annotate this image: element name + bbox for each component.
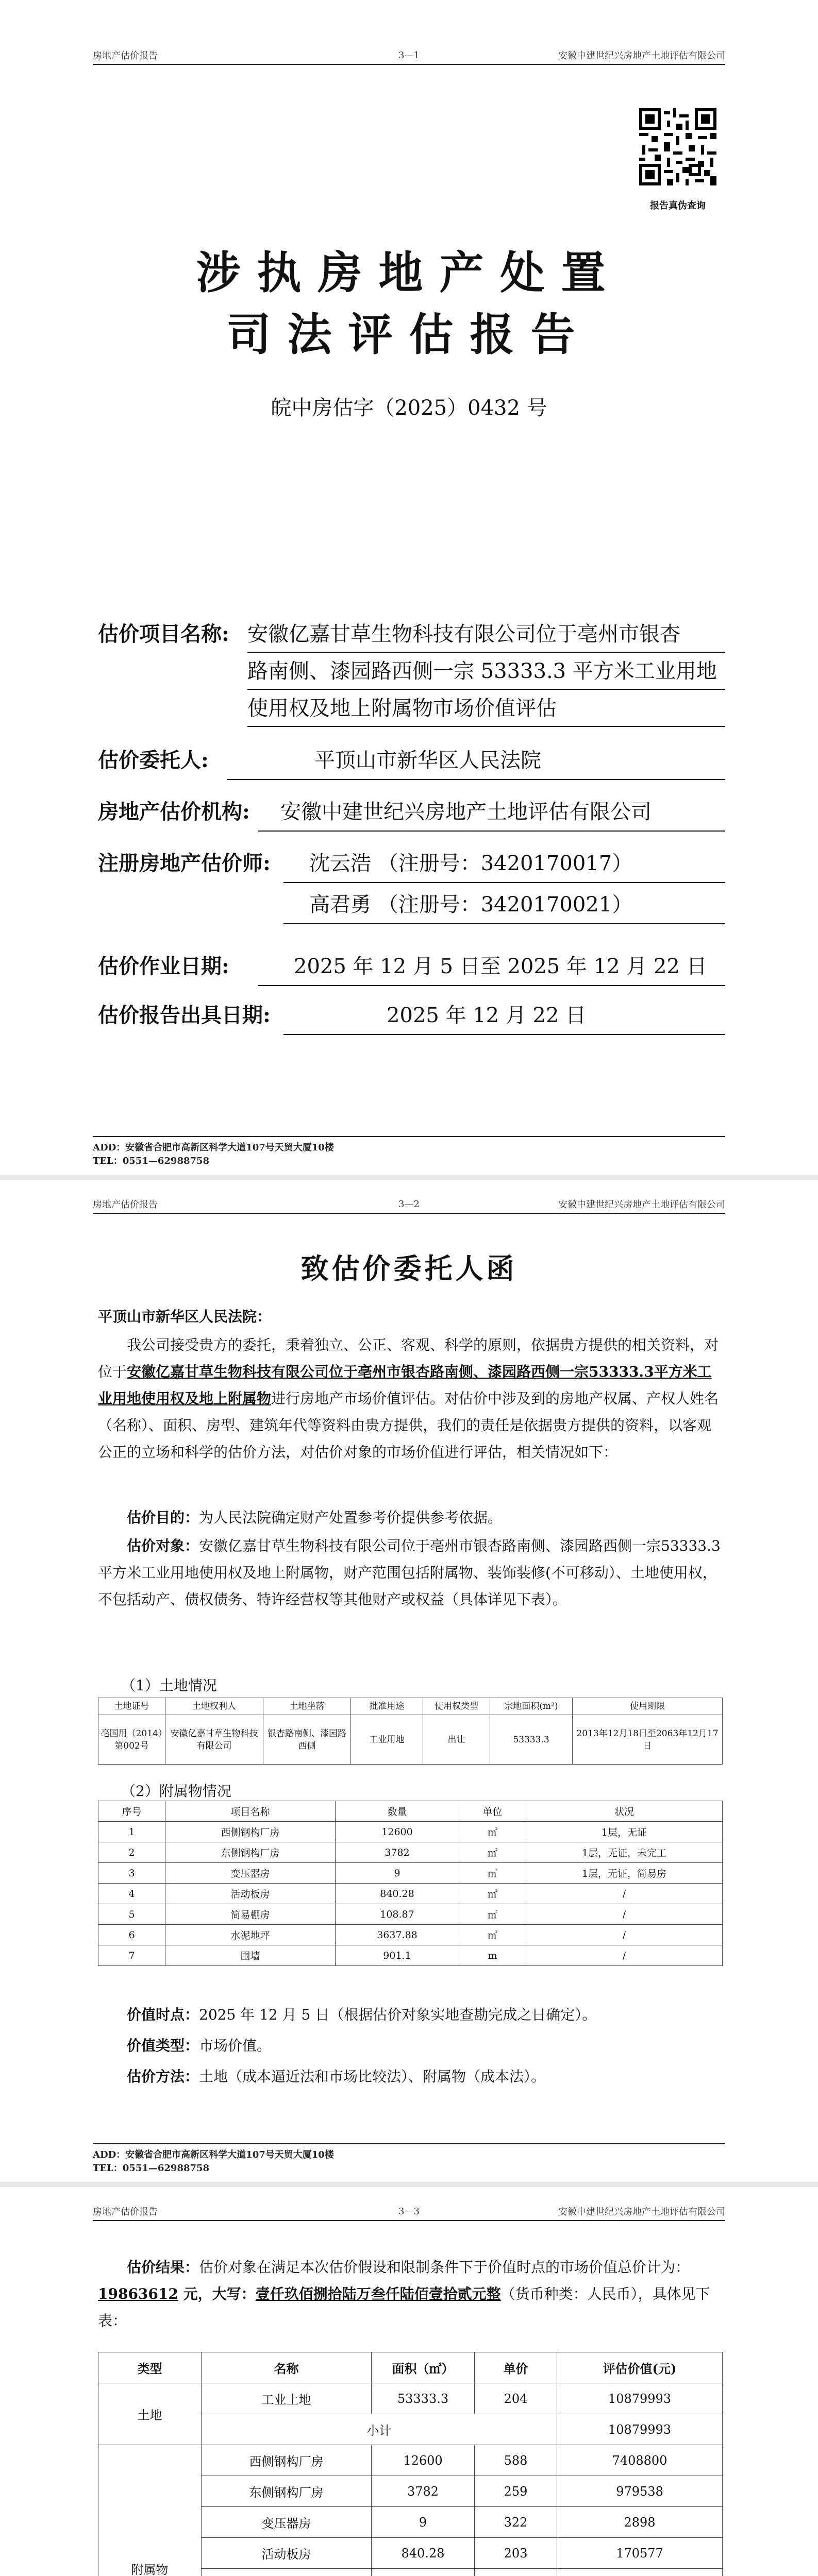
attach-table <box>98 1801 723 1966</box>
attach-caption: （2）附属物情况 <box>121 1783 231 1800</box>
value-time-text: 2025 年 12 月 5 日（根据估价对象实地查勘完成之日确定）。 <box>199 2006 597 2023</box>
value-type-para <box>98 2032 723 2059</box>
table-cell: 西侧钢构厂房 <box>202 2445 372 2476</box>
issue-value: 2025 年 12 月 22 日 <box>283 997 725 1035</box>
addressee: 平顶山市新华区人民法院： <box>98 1308 272 1325</box>
table-cell: ㎡ <box>459 1884 526 1904</box>
appraiser-row <box>98 845 725 919</box>
table-cell: 1 <box>98 1822 165 1842</box>
table-cell: 12600 <box>372 2445 475 2476</box>
letter-title: 致估价委托人函 <box>301 1252 517 1285</box>
footer-address: ADD：安徽省合肥市高新区科学大道107号天贸大厦10楼 <box>93 1142 334 1153</box>
table-header-row <box>98 2352 723 2383</box>
intro-part-c: 进行房地产市场价值评估。对估价中涉及到的房地产权属、产权人姓名（名称）、面积、房型、建筑年代等资料由贵方提供，我们的责任是依据贵方提供的资料，以客观公正的立场和科学的估价方法，对估价对象的市场价值进行评估，相关情况如下： <box>98 1390 719 1461</box>
project-row <box>98 616 725 727</box>
object-para <box>98 1533 723 1613</box>
project-line: 安徽亿嘉甘草生物科技有限公司位于亳州市银杏 <box>247 616 725 653</box>
appraiser-label: 注册房地产估价师: <box>98 851 271 875</box>
intro-part-b: 安徽亿嘉甘草生物科技有限公司位于亳州市银杏路南侧、漆园路西侧一宗53333.3平方米工业用地使用权及地上附属物 <box>98 1363 712 1407</box>
page-header <box>93 46 725 65</box>
table-cell: 588 <box>475 2445 557 2476</box>
table-cell: 水泥地坪 <box>165 1925 336 1945</box>
group-land: 土地 <box>98 2383 202 2445</box>
table-cell: 活动板房 <box>165 1884 336 1904</box>
intro-part-a: 我公司接受贵方的委托，秉着独立、公正、客观、科学的原则，依据贵方提供的相关资料，对位于 <box>98 1336 719 1380</box>
table-cell: 2 <box>98 1842 165 1863</box>
table-cell: 变压器房 <box>165 1863 336 1884</box>
table-cell: 出让 <box>423 1715 490 1765</box>
table-header: 单价 <box>475 2352 557 2383</box>
table-header: 面积（㎡） <box>372 2352 475 2383</box>
table-cell: 西侧钢构厂房 <box>165 1822 336 1842</box>
header-company: 安徽中建世纪兴房地产土地评估有限公司 <box>558 2207 725 2217</box>
issue-label: 估价报告出具日期: <box>98 1003 271 1027</box>
land-subtotal-label: 小计 <box>202 2414 557 2445</box>
table-cell: 3782 <box>336 1842 459 1863</box>
table-header: 土地权利人 <box>165 1698 263 1715</box>
table-cell: 840.28 <box>336 1884 459 1904</box>
cover-page <box>0 0 818 1200</box>
table-header: 使用期限 <box>573 1698 723 1715</box>
table-cell: 6 <box>98 1925 165 1945</box>
header-left: 房地产估价报告 <box>93 50 158 61</box>
table-cell <box>372 2569 475 2576</box>
page-divider <box>0 1175 818 1180</box>
method-text: 土地（成本逼近法和市场比较法）、附属物（成本法）。 <box>199 2068 546 2085</box>
report-number: 皖中房估字（2025）0432 号 <box>271 396 547 420</box>
table-row <box>98 1842 723 1863</box>
table-cell: 银杏路南侧、漆园路西侧 <box>263 1715 351 1765</box>
land-subtotal: 10879993 <box>557 2414 723 2445</box>
page-header <box>93 2202 725 2221</box>
client-value: 平顶山市新华区人民法院 <box>227 742 725 780</box>
table-cell: / <box>526 1925 723 1945</box>
table-row <box>98 1925 723 1945</box>
project-line: 使用权及地上附属物市场价值评估 <box>247 690 725 727</box>
table-cell: ㎡ <box>459 1822 526 1842</box>
project-label: 估价项目名称: <box>98 622 229 646</box>
table-cell: 安徽亿嘉甘草生物科技有限公司 <box>165 1715 263 1765</box>
table-cell: 1层，无证，简易房 <box>526 1863 723 1884</box>
table-cell: 9 <box>372 2507 475 2538</box>
table-row <box>98 1863 723 1884</box>
land-table <box>98 1698 723 1765</box>
period-row <box>98 948 725 985</box>
header-page-number: 3—3 <box>398 2206 420 2217</box>
table-cell: 4 <box>98 1884 165 1904</box>
table-cell: 工业土地 <box>202 2383 372 2414</box>
table-cell: 259 <box>475 2476 557 2507</box>
client-label: 估价委托人: <box>98 748 209 772</box>
purpose-label: 估价目的： <box>127 1509 199 1526</box>
table-header: 类型 <box>98 2352 202 2383</box>
object-label: 估价对象： <box>127 1537 199 1554</box>
table-cell: 1层，无证 <box>526 1822 723 1842</box>
page-header <box>93 1195 725 1214</box>
qr-caption: 报告真伪查询 <box>650 200 706 211</box>
table-row <box>98 1715 723 1765</box>
header-page-number: 3—1 <box>398 49 420 61</box>
issue-row <box>98 997 725 1034</box>
footer-tel: TEL：0551—62988758 <box>93 1156 210 1166</box>
results-table <box>98 2352 723 2576</box>
table-row <box>98 1904 723 1925</box>
table-cell <box>557 2569 723 2576</box>
table-cell: 10879993 <box>557 2383 723 2414</box>
table-cell: 亳国用（2014）第002号 <box>98 1715 165 1765</box>
table-cell: 12600 <box>336 1822 459 1842</box>
letter-intro <box>98 1332 723 1466</box>
header-company: 安徽中建世纪兴房地产土地评估有限公司 <box>558 50 725 61</box>
table-cell: 170577 <box>557 2538 723 2569</box>
table-cell: ㎡ <box>459 1842 526 1863</box>
table-cell: ㎡ <box>459 1863 526 1884</box>
table-cell: 东侧钢构厂房 <box>202 2476 372 2507</box>
page-footer <box>93 2143 725 2175</box>
project-line: 路南侧、漆园路西侧一宗 53333.3 平方米工业用地 <box>247 653 725 690</box>
table-cell: 9 <box>336 1863 459 1884</box>
project-value <box>247 616 725 727</box>
table-cell: 简易棚房 <box>165 1904 336 1925</box>
table-cell: / <box>526 1884 723 1904</box>
result-unit: 元，大写： <box>178 2285 256 2302</box>
table-row <box>98 1945 723 1966</box>
table-header: 使用权类型 <box>423 1698 490 1715</box>
table-cell: 204 <box>475 2383 557 2414</box>
table-cell: 108.87 <box>336 1904 459 1925</box>
table-header: 序号 <box>98 1801 165 1822</box>
cover-title-line1: 涉执房地产处置 <box>196 247 622 299</box>
table-cell: ㎡ <box>459 1904 526 1925</box>
org-value: 安徽中建世纪兴房地产土地评估有限公司 <box>258 793 725 832</box>
table-header: 项目名称 <box>165 1801 336 1822</box>
footer-tel: TEL：0551—62988758 <box>93 2163 210 2174</box>
header-left: 房地产估价报告 <box>93 2207 158 2217</box>
table-cell: 322 <box>475 2507 557 2538</box>
header-page-number: 3—2 <box>398 1198 420 1210</box>
table-cell: 7408800 <box>557 2445 723 2476</box>
table-cell: 2898 <box>557 2507 723 2538</box>
table-cell: 东侧钢构厂房 <box>165 1842 336 1863</box>
table-row <box>98 1884 723 1904</box>
table-cell: 5 <box>98 1904 165 1925</box>
table-cell: 53333.3 <box>490 1715 573 1765</box>
method-para <box>98 2063 723 2090</box>
value-time-label: 价值时点： <box>127 2006 199 2023</box>
table-cell: / <box>526 1904 723 1925</box>
table-cell <box>475 2569 557 2576</box>
table-cell: 变压器房 <box>202 2507 372 2538</box>
table-cell: 1层，无证，未完工 <box>526 1842 723 1863</box>
table-header-row <box>98 1801 723 1822</box>
page-divider <box>0 2182 818 2187</box>
page-footer <box>93 1136 725 1168</box>
table-header: 批准用途 <box>351 1698 423 1715</box>
footer-address: ADD：安徽省合肥市高新区科学大道107号天贸大厦10楼 <box>93 2149 334 2160</box>
table-header: 宗地面积(m²) <box>490 1698 573 1715</box>
value-time-para <box>98 2002 723 2028</box>
result-para <box>98 2254 723 2334</box>
table-header: 土地坐落 <box>263 1698 351 1715</box>
table-header: 单位 <box>459 1801 526 1822</box>
table-cell: ㎡ <box>459 1925 526 1945</box>
table-cell: 3782 <box>372 2476 475 2507</box>
result-tail: （货币种类：人民币），具体见下表： <box>98 2285 710 2329</box>
table-cell: 979538 <box>557 2476 723 2507</box>
object-text: 安徽亿嘉甘草生物科技有限公司位于亳州市银杏路南侧、漆园路西侧一宗53333.3平方米工业用地使用权及地上附属物，财产范围包括附属物、装饰装修(不可移动）、土地使用权，不包括动产、债权债务、特许经营权等其他财产或权益（具体详见下表）。 <box>98 1537 721 1608</box>
table-cell: m <box>459 1945 526 1966</box>
table-cell: 203 <box>475 2538 557 2569</box>
header-company: 安徽中建世纪兴房地产土地评估有限公司 <box>558 1199 725 1210</box>
table-cell: / <box>526 1945 723 1966</box>
org-label: 房地产估价机构: <box>98 800 250 824</box>
table-header: 土地证号 <box>98 1698 165 1715</box>
table-cell: 活动板房 <box>202 2538 372 2569</box>
group-attachments: 附属物 <box>98 2445 202 2576</box>
appraiser-1: 沈云浩 （注册号：3420170017） <box>283 845 725 883</box>
value-type-label: 价值类型： <box>127 2037 199 2054</box>
period-label: 估价作业日期: <box>98 954 229 978</box>
period-value: 2025 年 12 月 5 日至 2025 年 12 月 22 日 <box>258 948 725 986</box>
purpose-text: 为人民法院确定财产处置参考价提供参考依据。 <box>199 1509 503 1526</box>
table-header: 名称 <box>202 2352 372 2383</box>
table-header: 数量 <box>336 1801 459 1822</box>
header-left: 房地产估价报告 <box>93 1199 158 1210</box>
client-row <box>98 742 725 779</box>
table-cell: 工业用地 <box>351 1715 423 1765</box>
table-cell: 7 <box>98 1945 165 1966</box>
table-cell: 3637.88 <box>336 1925 459 1945</box>
result-label: 估价结果： <box>127 2259 199 2276</box>
table-header: 状况 <box>526 1801 723 1822</box>
table-cell: 围墙 <box>165 1945 336 1966</box>
result-intro: 估价对象在满足本次估价假设和限制条件下于价值时点的市场价值总价计为： <box>199 2259 690 2276</box>
table-header-row <box>98 1698 723 1715</box>
table-cell: 3 <box>98 1863 165 1884</box>
method-label: 估价方法： <box>127 2068 199 2085</box>
table-row <box>98 2445 723 2476</box>
result-total-words: 壹仟玖佰捌拾陆万叁仟陆佰壹拾贰元整 <box>255 2285 501 2302</box>
purpose-para <box>98 1504 723 1531</box>
table-row <box>98 1822 723 1842</box>
appraiser-2: 高君勇 （注册号：3420170021） <box>283 886 725 924</box>
table-cell <box>202 2569 372 2576</box>
cover-title-line2: 司法评估报告 <box>226 309 592 361</box>
land-caption: （1）土地情况 <box>121 1677 217 1694</box>
value-type-text: 市场价值。 <box>199 2037 272 2054</box>
table-cell: 2013年12月18日至2063年12月17日 <box>573 1715 723 1765</box>
table-row <box>98 2383 723 2414</box>
table-cell: 901.1 <box>336 1945 459 1966</box>
table-cell: 840.28 <box>372 2538 475 2569</box>
table-header: 评估价值(元) <box>557 2352 723 2383</box>
org-row <box>98 793 725 831</box>
table-cell: 53333.3 <box>372 2383 475 2414</box>
results-page <box>0 2187 818 2576</box>
qr-code-icon[interactable] <box>639 108 716 185</box>
result-total-number: 19863612 <box>98 2285 178 2302</box>
letter-page <box>0 1180 818 2287</box>
